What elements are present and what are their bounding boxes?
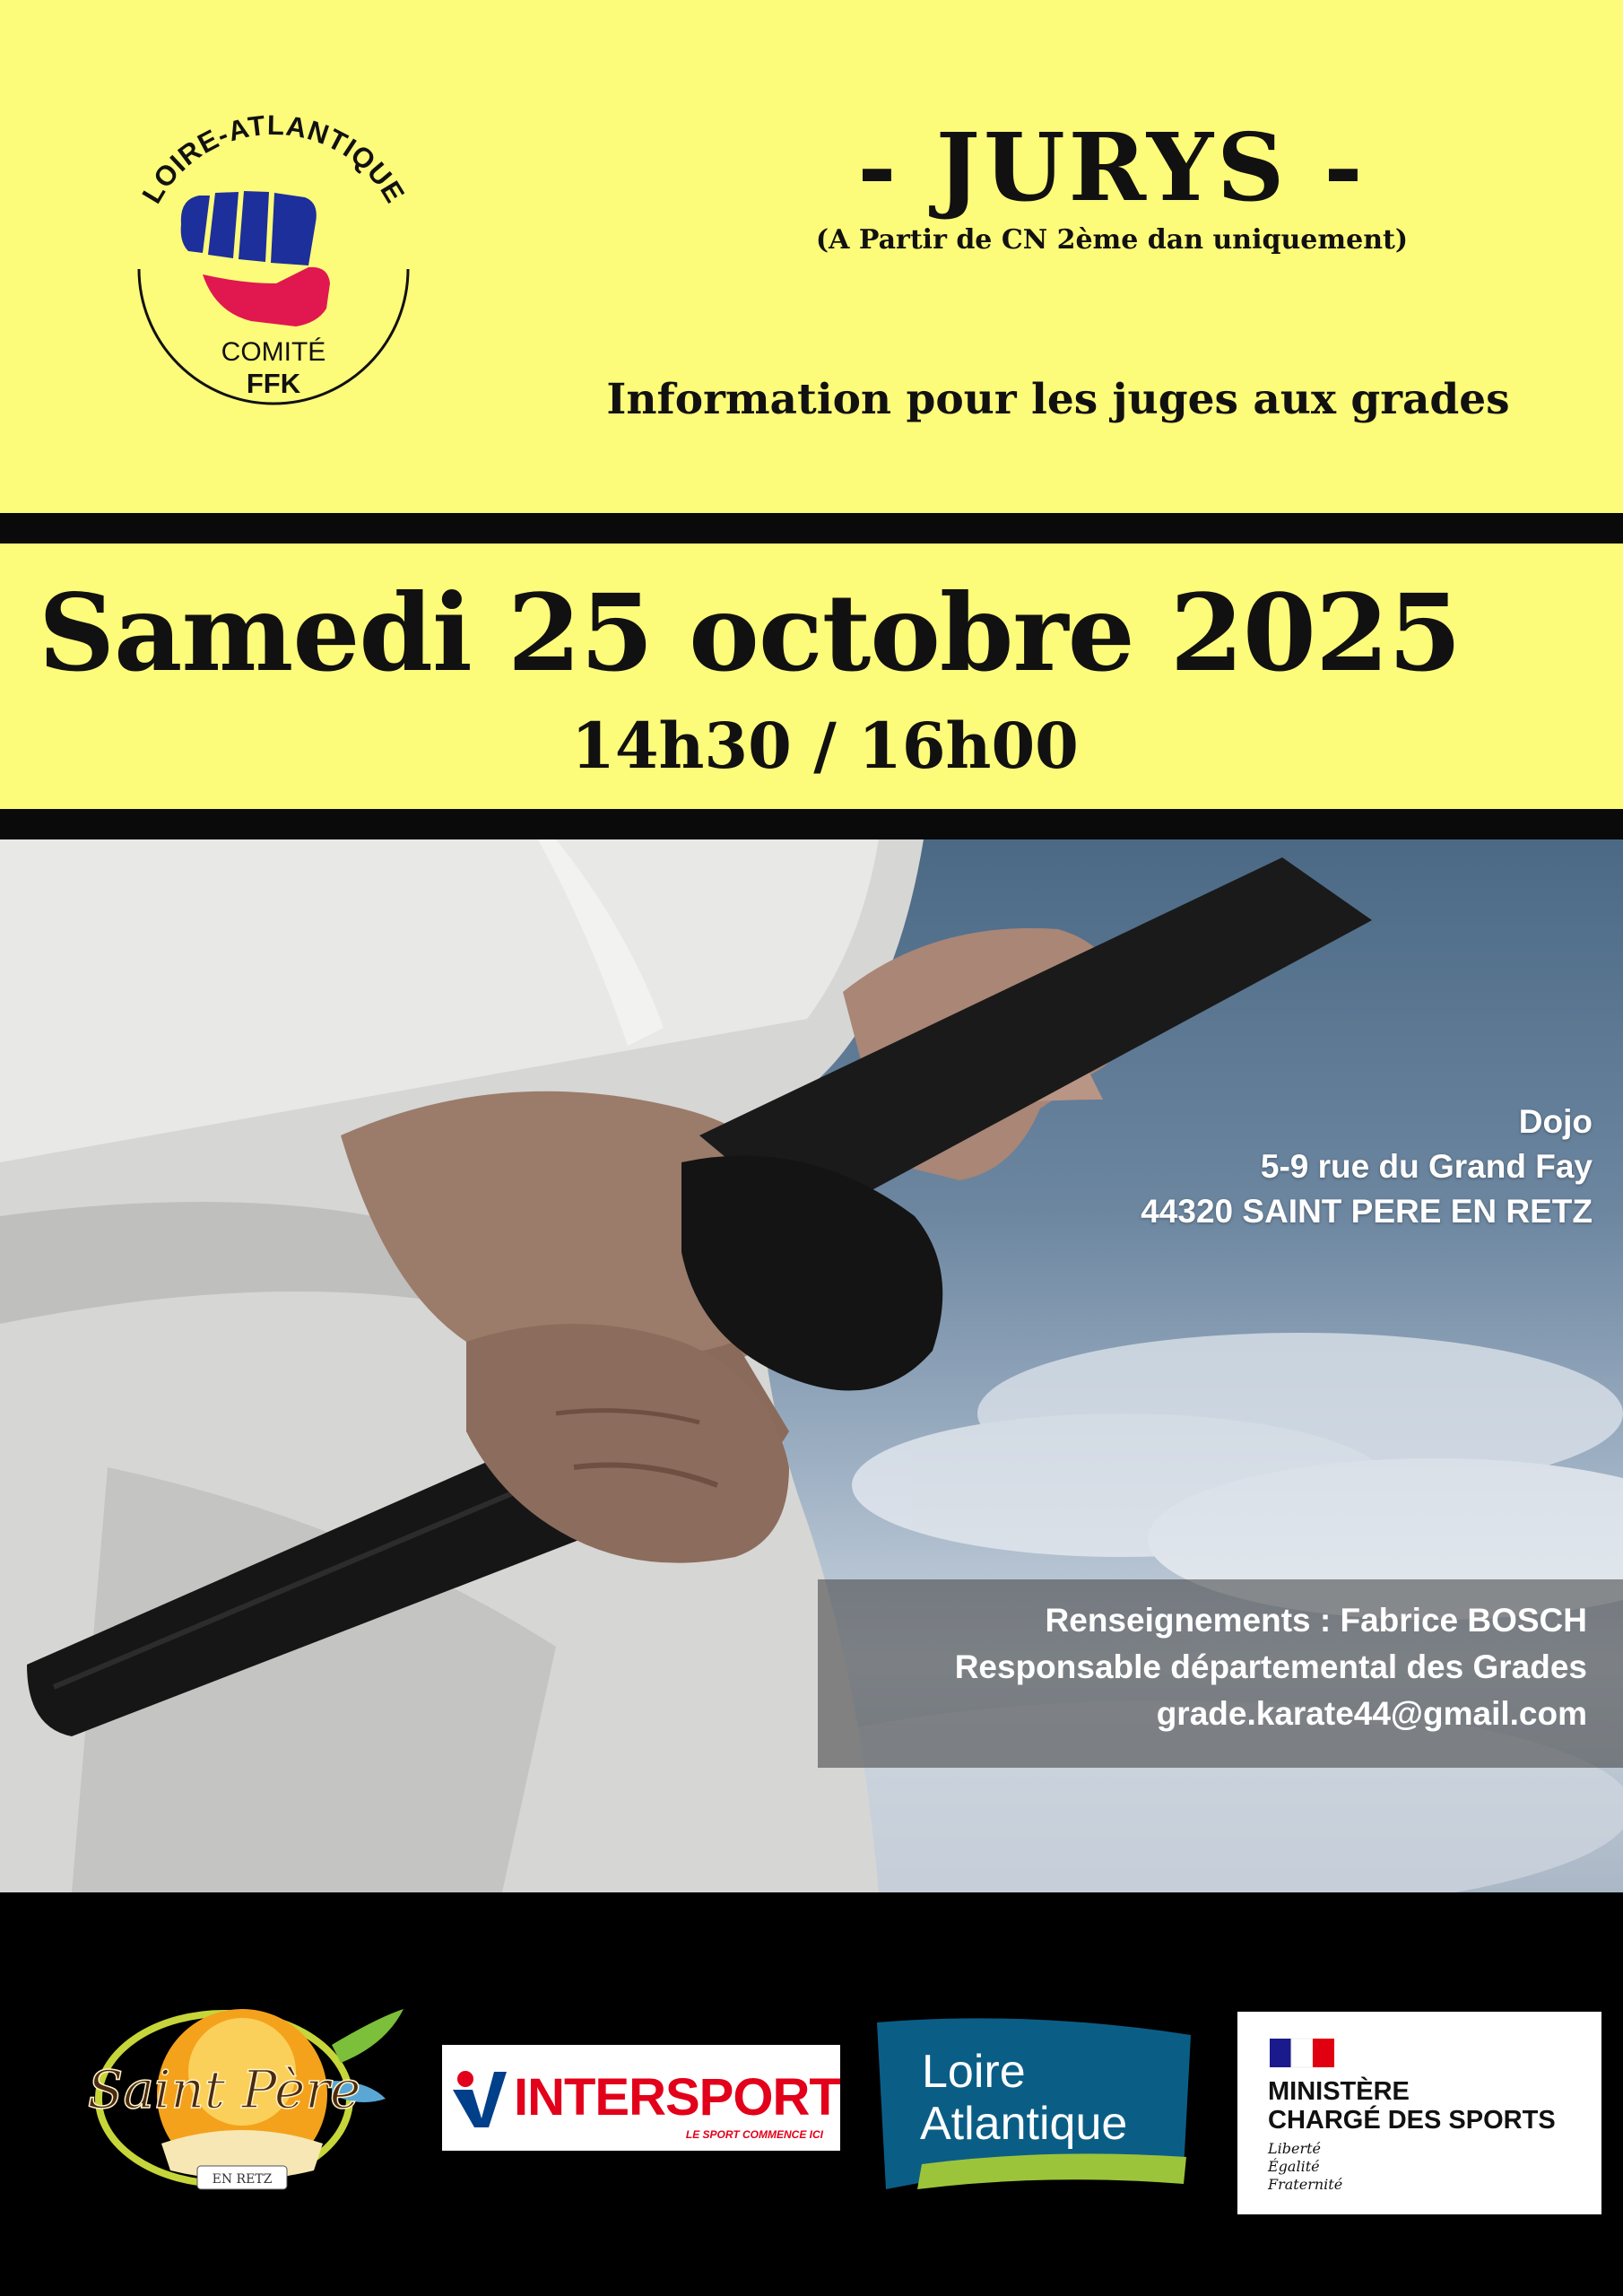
karate-photo <box>0 839 1623 1892</box>
contact-info <box>955 1597 1587 1737</box>
saint-pere-sub: EN RETZ <box>212 2172 273 2187</box>
logo-arc-text: LOIRE-ATLANTIQUE <box>135 109 412 209</box>
event-time: 14h30 / 16h00 <box>571 709 1079 783</box>
ministere-sports-logo <box>1237 2012 1601 2214</box>
contact-box <box>818 1579 1623 1768</box>
divider-band <box>0 809 1623 839</box>
fist-icon <box>181 191 330 326</box>
motto-liberte: Liberté <box>1268 2140 1321 2157</box>
motto-fraternite: Fraternité <box>1268 2176 1343 2193</box>
saint-pere-logo <box>72 1982 412 2206</box>
divider-band <box>0 513 1623 544</box>
sponsors-footer <box>0 1892 1623 2296</box>
poster-header <box>0 0 1623 513</box>
intersport-tagline: LE SPORT COMMENCE ICI <box>685 2128 823 2141</box>
motto-egalite: Égalité <box>1268 2158 1320 2175</box>
logo-comite-text: COMITÉ <box>221 337 326 367</box>
venue-city: 44320 SAINT PERE EN RETZ <box>1141 1193 1593 1230</box>
venue-address <box>1141 1100 1593 1234</box>
loire-text: Loire <box>922 2046 1026 2098</box>
ministere-line1: MINISTÈRE <box>1268 2077 1410 2106</box>
intersport-logo <box>442 2045 840 2151</box>
comite-ffk-logo <box>117 108 430 413</box>
venue-name: Dojo <box>1518 1103 1593 1140</box>
page-subtitle: (A Partir de CN 2ème dan uniquement) <box>815 224 1409 256</box>
loire-atlantique-logo <box>868 2013 1196 2193</box>
ministere-line2: CHARGÉ DES SPORTS <box>1268 2106 1556 2135</box>
contact-role: Responsable départemental des Grades <box>954 1648 1587 1685</box>
intersport-name: INTERSPORT <box>514 2068 840 2126</box>
saint-pere-script: Saint Père <box>87 2059 361 2120</box>
date-section <box>0 544 1623 809</box>
info-heading: Information pour les juges aux grades <box>606 375 1510 424</box>
venue-street: 5-9 rue du Grand Fay <box>1260 1148 1593 1185</box>
logo-ffk-text: FFK <box>246 368 301 399</box>
event-date: Samedi 25 octobre 2025 <box>38 570 1462 695</box>
page-title: - JURYS - <box>857 112 1367 222</box>
atlantique-text: Atlantique <box>920 2098 1128 2150</box>
contact-email: grade.karate44@gmail.com <box>1156 1695 1587 1732</box>
contact-name: Renseignements : Fabrice BOSCH <box>1045 1602 1587 1639</box>
